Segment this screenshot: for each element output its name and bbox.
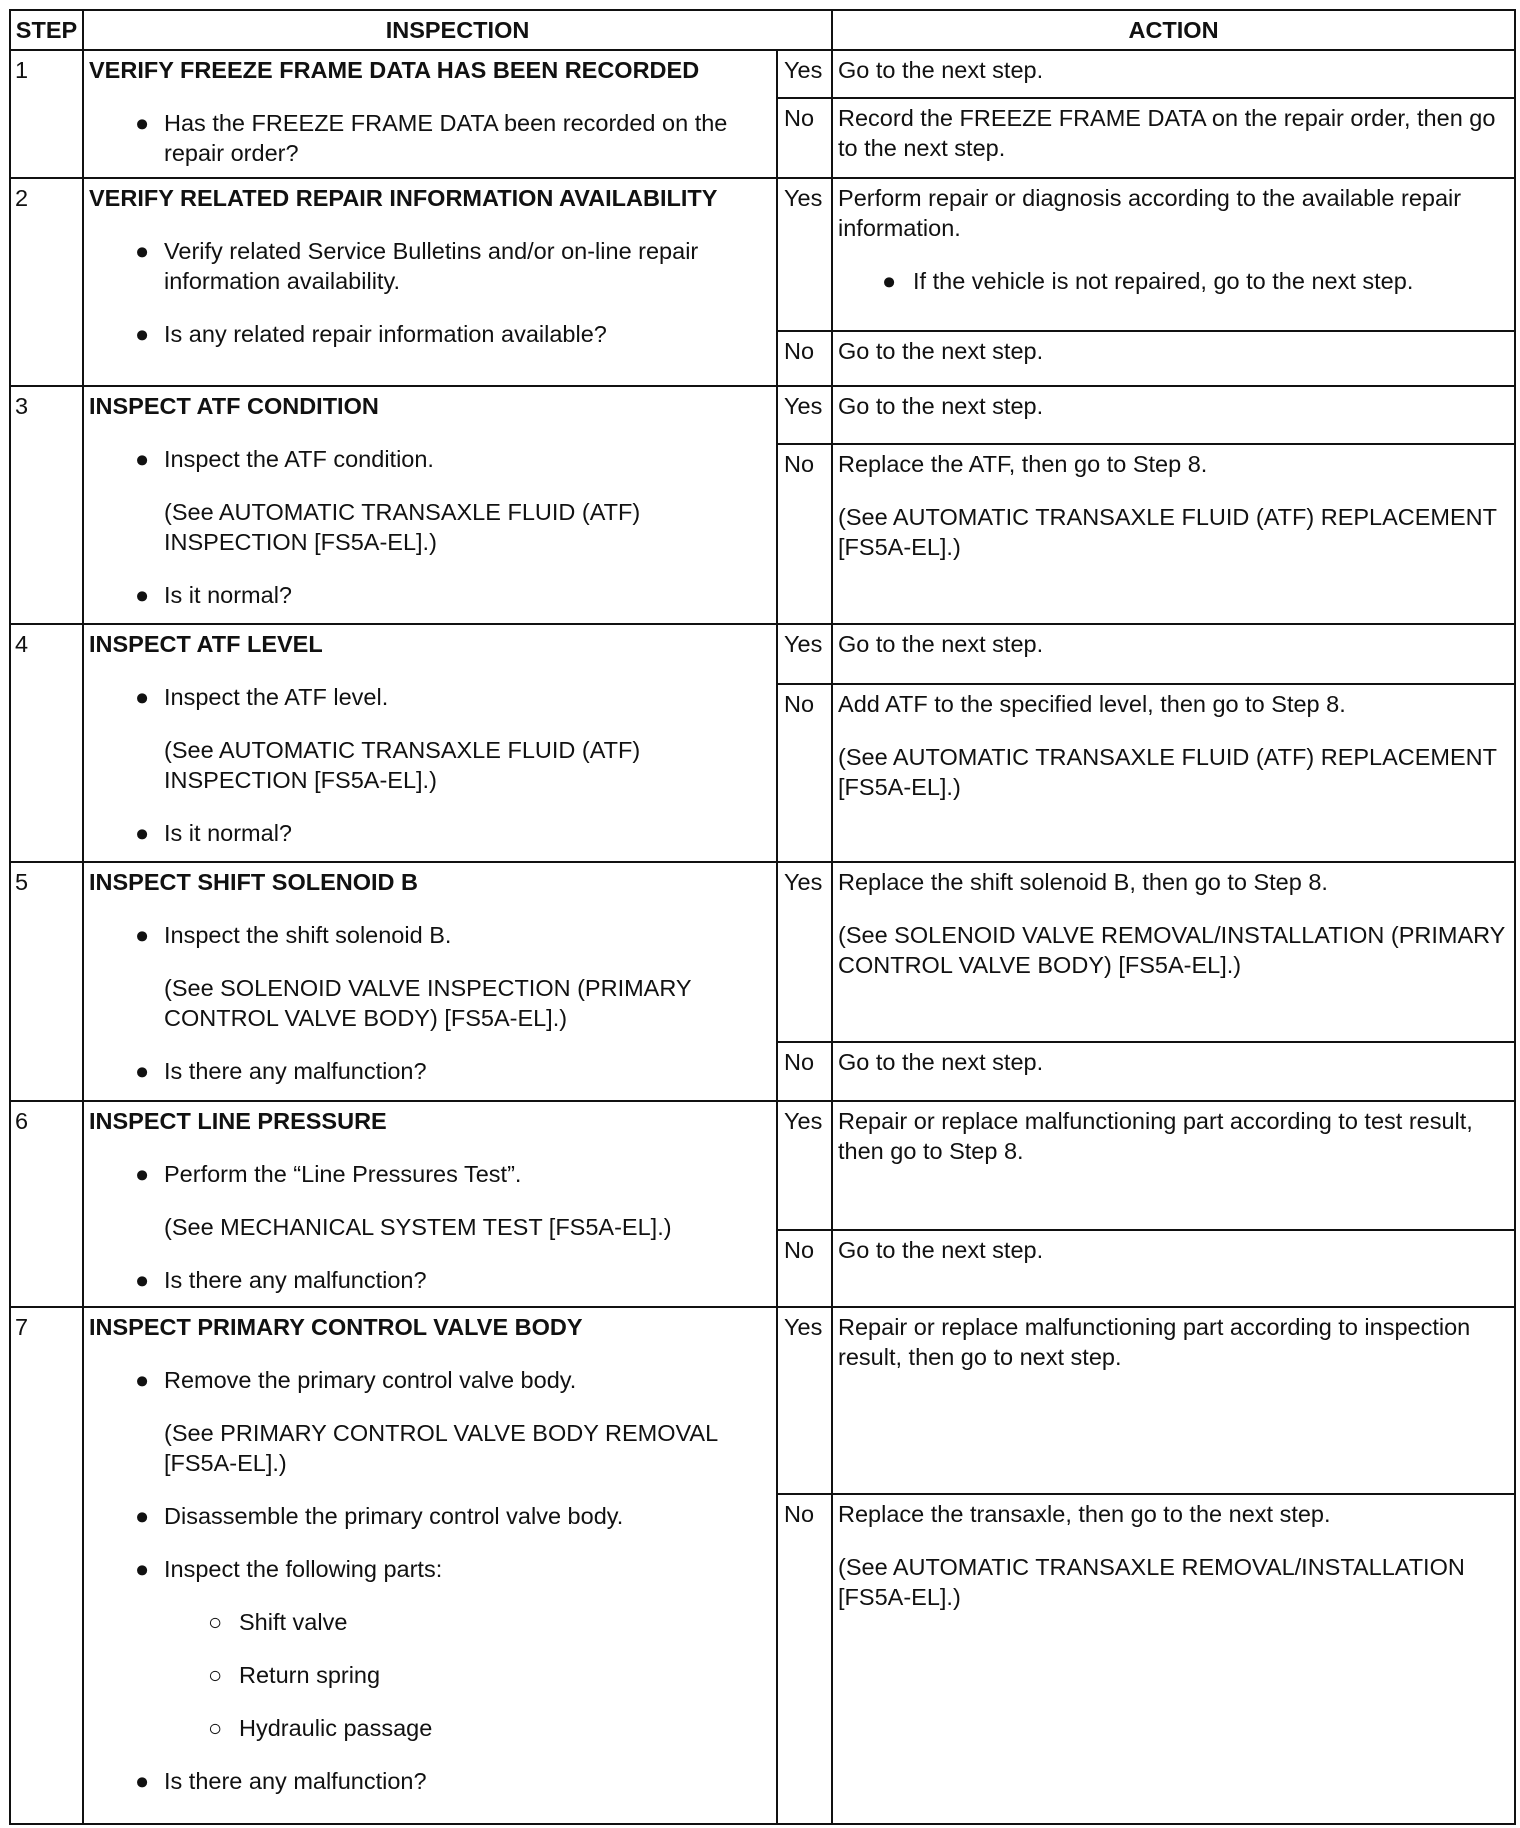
inspection-title: INSPECT ATF LEVEL	[89, 631, 323, 657]
no-action: Replace the transaxle, then go to the next step. (See AUTOMATIC TRANSAXLE REMOVAL/INSTALLATION [FS5A-EL].)	[832, 1494, 1515, 1824]
part-item: ○ Shift valve	[208, 1609, 348, 1635]
yes-label: Yes	[777, 178, 832, 331]
part-item: ○ Hydraulic passage	[208, 1715, 433, 1741]
inspection-item: ● Disassemble the primary control valve body.	[135, 1503, 624, 1529]
inspection-item: ● Is there any malfunction?	[135, 1267, 427, 1293]
header-inspection: INSPECTION	[83, 10, 832, 50]
yes-label: Yes	[777, 50, 832, 98]
inspection-item: ● Remove the primary control valve body.	[135, 1367, 577, 1393]
inspection-item: ● Is there any malfunction?	[135, 1768, 427, 1794]
inspection-cell	[83, 178, 777, 386]
inspection-item: ● Inspect the ATF condition.	[135, 446, 434, 472]
step-number: 1	[10, 50, 83, 178]
reference-note: (See AUTOMATIC TRANSAXLE FLUID (ATF) INSPECTION [FS5A-EL].)	[164, 499, 641, 555]
reference-note: (See AUTOMATIC TRANSAXLE FLUID (ATF) REPLACEMENT [FS5A-EL].)	[838, 744, 1497, 800]
reference-note: (See PRIMARY CONTROL VALVE BODY REMOVAL [FS5A-EL].)	[164, 1420, 718, 1476]
bullet-icon: ●	[882, 268, 897, 294]
no-label: No	[777, 1042, 832, 1101]
inspection-item: ● Is it normal?	[135, 582, 292, 608]
bullet-icon: ●	[135, 110, 150, 136]
table-row	[10, 1307, 1515, 1494]
bullet-icon: ●	[135, 321, 150, 347]
yes-action: Repair or replace malfunctioning part according to inspection result, then go to next step.	[832, 1307, 1515, 1494]
bullet-icon: ●	[135, 1367, 150, 1393]
no-label: No	[777, 444, 832, 624]
bullet-icon: ●	[135, 582, 150, 608]
inspection-title: INSPECT LINE PRESSURE	[89, 1108, 387, 1134]
circle-bullet-icon: ○	[208, 1715, 223, 1741]
yes-label: Yes	[777, 862, 832, 1042]
yes-action: Replace the shift solenoid B, then go to Step 8. (See SOLENOID VALVE REMOVAL/INSTALLATION (PRIMARY CONTROL VALVE BODY) [FS5A-EL].)	[832, 862, 1515, 1042]
table-row	[10, 178, 1515, 331]
part-item: ○ Return spring	[208, 1662, 381, 1688]
bullet-icon: ●	[135, 922, 150, 948]
bullet-icon: ●	[135, 820, 150, 846]
inspection-item: ● Perform the “Line Pressures Test”.	[135, 1161, 522, 1187]
yes-label: Yes	[777, 386, 832, 444]
no-action: Go to the next step.	[832, 331, 1515, 386]
diagnostic-procedure-table	[9, 9, 1516, 1825]
no-label: No	[777, 1230, 832, 1307]
step-number: 7	[10, 1307, 83, 1824]
yes-action: Go to the next step.	[832, 624, 1515, 684]
action-item: ● If the vehicle is not repaired, go to the next step.	[882, 268, 1414, 294]
inspection-item: ● Is any related repair information available?	[135, 321, 607, 347]
step-number: 3	[10, 386, 83, 624]
table-row	[10, 50, 1515, 98]
circle-bullet-icon: ○	[208, 1609, 223, 1635]
bullet-icon: ●	[135, 1267, 150, 1293]
table-row	[10, 1101, 1515, 1230]
yes-label: Yes	[777, 1307, 832, 1494]
step-number: 2	[10, 178, 83, 386]
step-number: 4	[10, 624, 83, 862]
no-label: No	[777, 684, 832, 862]
step-number: 5	[10, 862, 83, 1101]
inspection-title: INSPECT ATF CONDITION	[89, 393, 379, 419]
inspection-cell	[83, 862, 777, 1101]
bullet-icon: ●	[135, 1556, 150, 1582]
reference-note: (See SOLENOID VALVE REMOVAL/INSTALLATION (PRIMARY CONTROL VALVE BODY) [FS5A-EL].)	[838, 922, 1505, 978]
inspection-cell	[83, 624, 777, 862]
inspection-item: ● Verify related Service Bulletins and/or on-line repair information availability.	[135, 238, 699, 294]
bullet-icon: ●	[135, 238, 150, 264]
bullet-icon: ●	[135, 446, 150, 472]
reference-note: (See MECHANICAL SYSTEM TEST [FS5A-EL].)	[164, 1214, 672, 1240]
yes-label: Yes	[777, 1101, 832, 1230]
reference-note: (See AUTOMATIC TRANSAXLE REMOVAL/INSTALLATION [FS5A-EL].)	[838, 1554, 1465, 1610]
bullet-icon: ●	[135, 1768, 150, 1794]
inspection-item: ● Inspect the ATF level.	[135, 684, 389, 710]
table-row	[10, 386, 1515, 444]
inspection-title: INSPECT PRIMARY CONTROL VALVE BODY	[89, 1314, 583, 1340]
circle-bullet-icon: ○	[208, 1662, 223, 1688]
inspection-cell	[83, 1101, 777, 1307]
yes-action: Go to the next step.	[832, 386, 1515, 444]
header-action: ACTION	[832, 10, 1515, 50]
inspection-cell	[83, 50, 777, 178]
bullet-icon: ●	[135, 1058, 150, 1084]
yes-label: Yes	[777, 624, 832, 684]
no-action: Record the FREEZE FRAME DATA on the repair order, then go to the next step.	[832, 98, 1515, 178]
inspection-item: ● Has the FREEZE FRAME DATA been recorded on the repair order?	[135, 110, 728, 166]
table-row	[10, 624, 1515, 684]
table-row	[10, 862, 1515, 1042]
no-action: Go to the next step.	[832, 1042, 1515, 1101]
inspection-item: ● Inspect the following parts:	[135, 1556, 443, 1582]
header-step: STEP	[10, 10, 83, 50]
inspection-item: ● Is there any malfunction?	[135, 1058, 427, 1084]
no-label: No	[777, 1494, 832, 1824]
bullet-icon: ●	[135, 1503, 150, 1529]
inspection-cell	[83, 386, 777, 624]
table-header-row	[10, 10, 1515, 50]
no-label: No	[777, 331, 832, 386]
bullet-icon: ●	[135, 1161, 150, 1187]
yes-action: Go to the next step.	[832, 50, 1515, 98]
inspection-item: ● Inspect the shift solenoid B.	[135, 922, 452, 948]
reference-note: (See AUTOMATIC TRANSAXLE FLUID (ATF) INSPECTION [FS5A-EL].)	[164, 737, 641, 793]
yes-action: Perform repair or diagnosis according to the available repair information. ● If the vehicle is not repaired, go to the next step.	[832, 178, 1515, 331]
no-action: Add ATF to the specified level, then go to Step 8. (See AUTOMATIC TRANSAXLE FLUID (ATF) REPLACEMENT [FS5A-EL].)	[832, 684, 1515, 862]
inspection-cell	[83, 1307, 777, 1824]
step-number: 6	[10, 1101, 83, 1307]
inspection-item: ● Is it normal?	[135, 820, 292, 846]
no-action: Go to the next step.	[832, 1230, 1515, 1307]
no-label: No	[777, 98, 832, 178]
no-action: Replace the ATF, then go to Step 8. (See AUTOMATIC TRANSAXLE FLUID (ATF) REPLACEMENT [FS5A-EL].)	[832, 444, 1515, 624]
reference-note: (See AUTOMATIC TRANSAXLE FLUID (ATF) REPLACEMENT [FS5A-EL].)	[838, 504, 1497, 560]
bullet-icon: ●	[135, 684, 150, 710]
inspection-title: VERIFY FREEZE FRAME DATA HAS BEEN RECORDED	[89, 57, 700, 83]
inspection-title: INSPECT SHIFT SOLENOID B	[89, 869, 419, 895]
inspection-title: VERIFY RELATED REPAIR INFORMATION AVAILABILITY	[89, 185, 718, 211]
reference-note: (See SOLENOID VALVE INSPECTION (PRIMARY CONTROL VALVE BODY) [FS5A-EL].)	[164, 975, 692, 1031]
yes-action: Repair or replace malfunctioning part according to test result, then go to Step 8.	[832, 1101, 1515, 1230]
